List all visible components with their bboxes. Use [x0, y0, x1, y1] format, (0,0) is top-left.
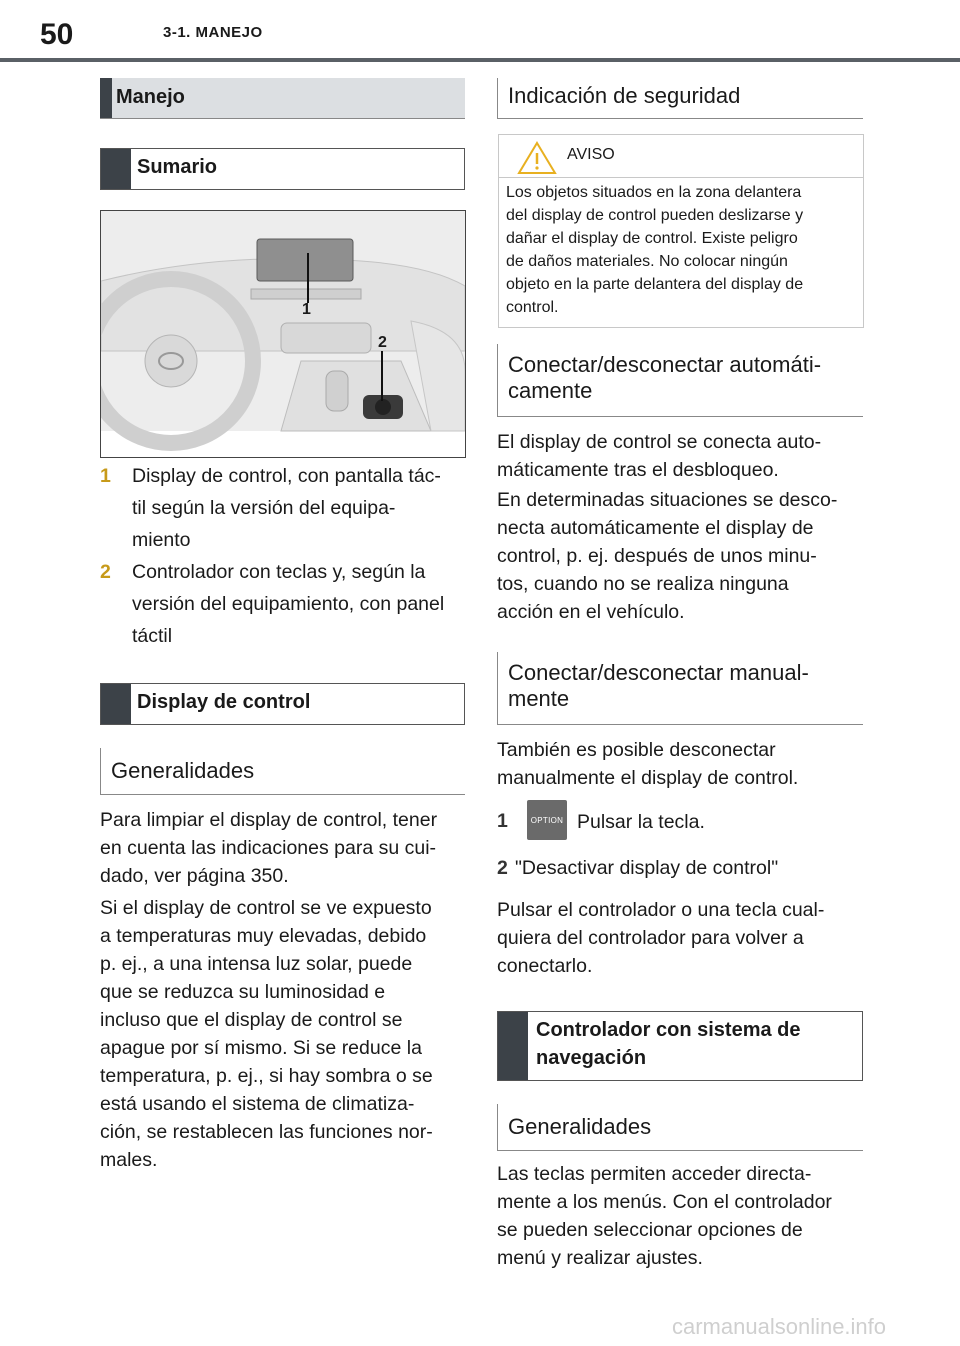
section-manejo	[100, 78, 465, 119]
text-line: en cuenta las indicaciones para su cui-	[100, 837, 437, 859]
text-line: Si el display de control se ve expuesto	[100, 897, 432, 919]
text-line: dado, ver página 350.	[100, 865, 289, 887]
item-line: miento	[132, 529, 191, 551]
text-line: control, p. ej. después de unos minu-	[497, 545, 817, 567]
text-line: conectarlo.	[497, 955, 593, 977]
text-line: males.	[100, 1149, 158, 1171]
text-line: Pulsar el controlador o una tecla cual-	[497, 899, 825, 921]
text-line: que se reduzca su luminosidad e	[100, 981, 386, 1003]
section-bar	[101, 149, 131, 189]
section-bar	[101, 684, 131, 724]
chapter-title: 3-1. MANEJO	[163, 24, 263, 41]
paragraph-auto-1	[497, 428, 867, 484]
watermark: carmanualsonline.info	[672, 1314, 887, 1339]
text-line: p. ej., a una intensa luz solar, puede	[100, 953, 413, 975]
heading-text: Generalidades	[508, 1114, 652, 1139]
item-text	[132, 460, 472, 556]
callout-2: 2	[378, 334, 387, 351]
warning-line: del display de control pueden deslizarse y	[506, 207, 804, 224]
heading-text	[508, 660, 809, 712]
text-line: manualmente el display de control.	[497, 767, 799, 789]
item-line: Display de control, con pantalla tác-	[132, 465, 441, 487]
text-line: incluso que el display de control se	[100, 1009, 403, 1031]
paragraph-nav	[497, 1160, 867, 1272]
item-text	[132, 556, 472, 652]
car-interior-figure	[100, 210, 466, 458]
heading-generalidades-left	[100, 748, 465, 795]
header-rule	[0, 58, 960, 62]
section-title-line: navegación	[536, 1047, 647, 1069]
warning-box	[498, 134, 864, 328]
subsection-sumario	[100, 148, 465, 190]
section-bar	[100, 78, 112, 118]
text-line: quiera del controlador para volver a	[497, 927, 804, 949]
item-number: 2	[100, 561, 111, 583]
section-title: Display de control	[137, 691, 311, 713]
text-line: menú y realizar ajustes.	[497, 1247, 703, 1269]
subsection-controller-nav	[497, 1011, 863, 1081]
text-line: apague por sí mismo. Si se reduce la	[100, 1037, 422, 1059]
text-line: Para limpiar el display de control, tener	[100, 809, 438, 831]
paragraph-manual	[497, 736, 867, 792]
warning-line: dañar el display de control. Existe peligro	[506, 230, 798, 247]
heading-generalidades-right	[497, 1104, 863, 1151]
text-line: ción, se restablecen las funciones nor-	[100, 1121, 433, 1143]
text-line: mente a los menús. Con el controlador	[497, 1191, 832, 1213]
section-bar	[498, 1012, 528, 1080]
step-1	[497, 800, 867, 844]
paragraph-cleaning	[100, 806, 470, 890]
warning-line: Los objetos situados en la zona delantera	[506, 184, 802, 201]
callout-1: 1	[302, 301, 311, 318]
text-line: está usando el sistema de climatiza-	[100, 1093, 415, 1115]
text-line: a temperaturas muy elevadas, debido	[100, 925, 427, 947]
section-title: Sumario	[137, 156, 218, 178]
heading-text	[508, 352, 821, 404]
heading-line: Conectar/desconectar manual-	[508, 660, 809, 685]
text-line: se pueden seleccionar opciones de	[497, 1219, 803, 1241]
step-number: 1	[497, 810, 508, 832]
warning-body	[506, 181, 858, 319]
text-line: En determinadas situaciones se desco-	[497, 489, 838, 511]
item-line: til según la versión del equipa-	[132, 497, 396, 519]
paragraph-auto-2	[497, 486, 867, 626]
warning-line: control.	[506, 299, 559, 316]
heading-manual-connect	[497, 652, 863, 725]
step-text: Pulsar la tecla.	[577, 811, 705, 833]
heading-text: Generalidades	[111, 758, 255, 783]
warning-line: de daños materiales. No colocar ningún	[506, 253, 788, 270]
warning-header	[499, 135, 863, 178]
heading-indicacion-seguridad	[497, 78, 863, 119]
option-key-icon: OPTION	[527, 800, 567, 840]
item-line: Controlador con teclas y, según la	[132, 561, 426, 583]
item-number: 1	[100, 465, 111, 487]
warning-triangle-icon	[517, 141, 557, 175]
subsection-display-control	[100, 683, 465, 725]
text-line: necta automáticamente el display de	[497, 517, 814, 539]
warning-label: AVISO	[567, 146, 615, 163]
heading-text: Indicación de seguridad	[508, 83, 741, 108]
heading-line: mente	[508, 686, 570, 711]
paragraph-reconnect	[497, 896, 867, 980]
text-line: máticamente tras el desbloqueo.	[497, 459, 779, 481]
warning-line: objeto en la parte delantera del display de	[506, 276, 804, 293]
paragraph-temperature	[100, 894, 470, 1174]
heading-line: Conectar/desconectar automáti-	[508, 352, 822, 377]
section-title	[536, 1016, 801, 1072]
section-title: Manejo	[116, 86, 185, 108]
text-line: acción en el vehículo.	[497, 601, 685, 623]
text-line: Las teclas permiten acceder directa-	[497, 1163, 812, 1185]
car-interior-illustration	[101, 211, 465, 457]
item-line: versión del equipamiento, con panel	[132, 593, 445, 615]
text-line: También es posible desconectar	[497, 739, 776, 761]
heading-auto-connect	[497, 344, 863, 417]
step-number: 2	[497, 857, 508, 879]
section-title-line: Controlador con sistema de	[536, 1019, 801, 1041]
item-line: táctil	[132, 625, 173, 647]
text-line: temperatura, p. ej., si hay sombra o se	[100, 1065, 433, 1087]
heading-line: camente	[508, 378, 593, 403]
text-line: tos, cuando no se realiza ninguna	[497, 573, 789, 595]
step-text: "Desactivar display de control"	[515, 857, 779, 879]
page-number: 50	[40, 18, 74, 51]
text-line: El display de control se conecta auto-	[497, 431, 822, 453]
